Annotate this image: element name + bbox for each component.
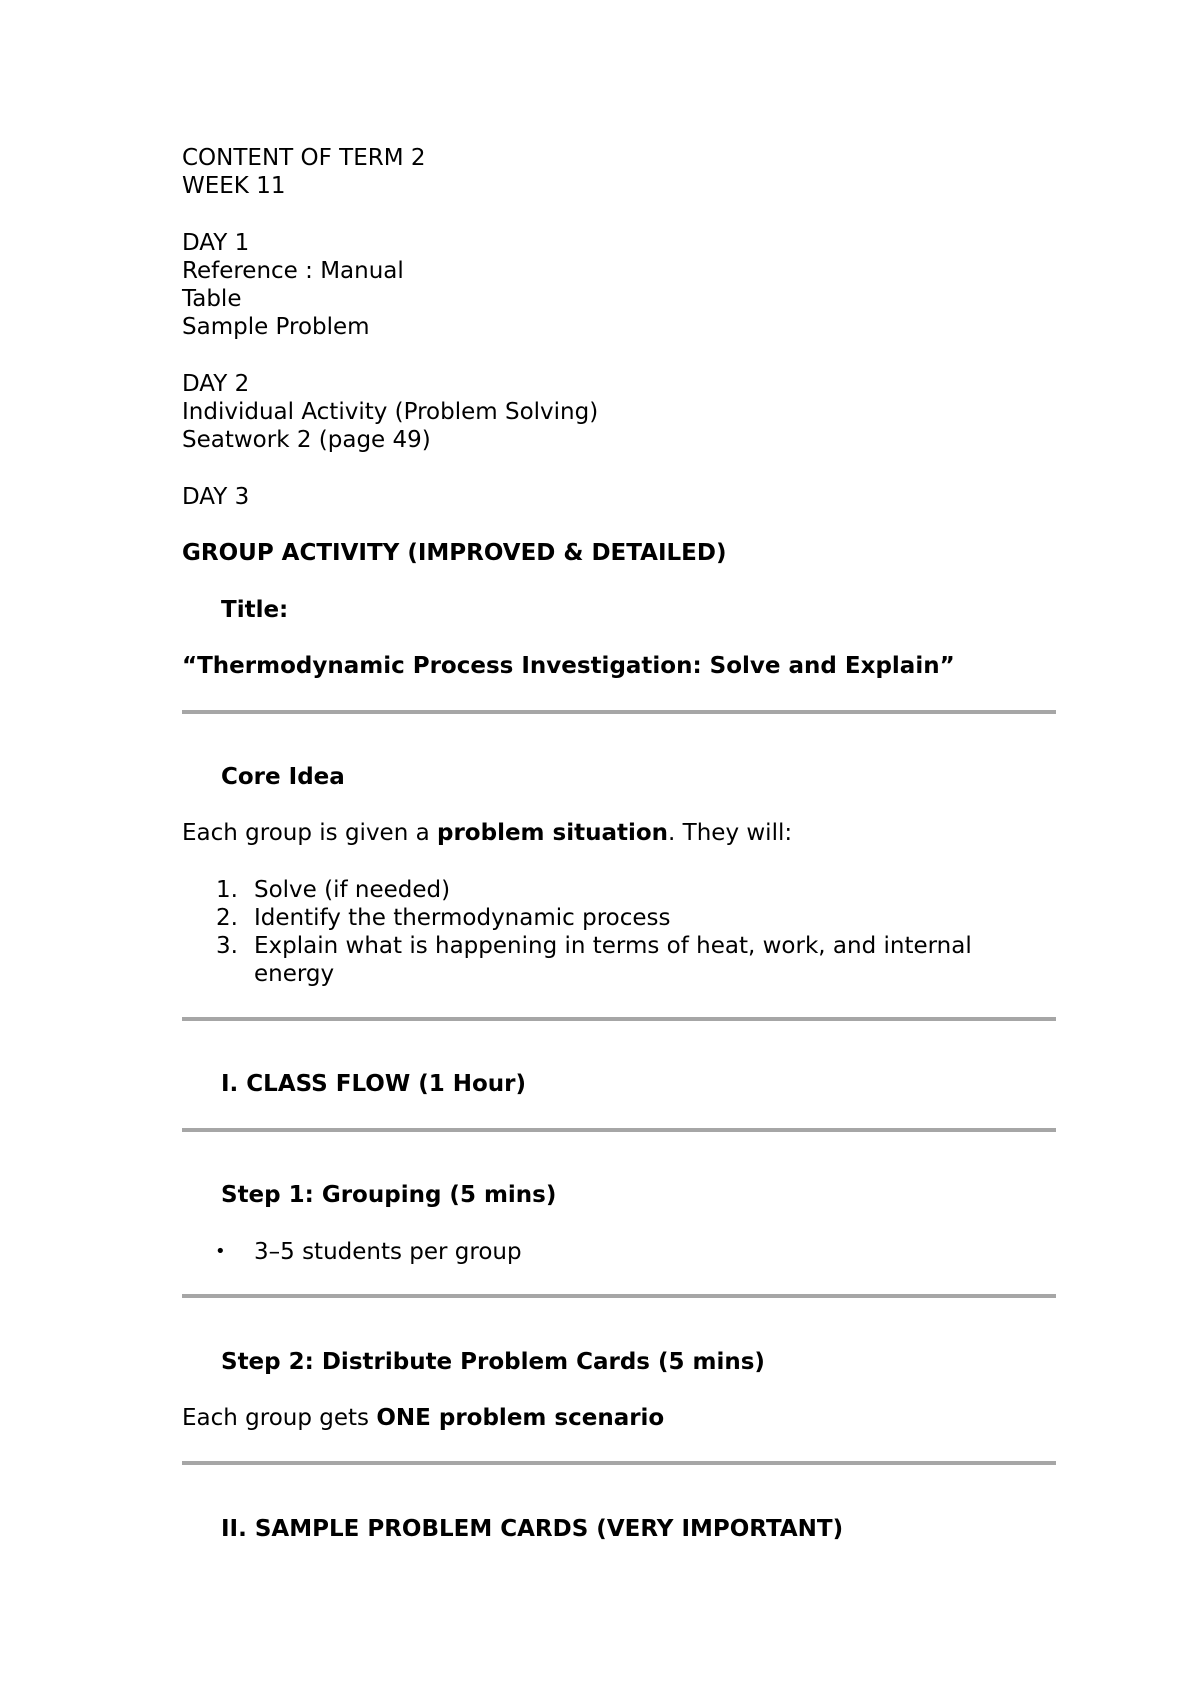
group-activity-heading: GROUP ACTIVITY (IMPROVED & DETAILED) bbox=[182, 540, 727, 566]
core-idea-heading: Core Idea bbox=[221, 764, 345, 790]
list-number: 2. bbox=[216, 905, 238, 931]
sample-cards-heading: II. SAMPLE PROBLEM CARDS (VERY IMPORTANT) bbox=[221, 1516, 844, 1542]
bullet-icon: • bbox=[215, 1241, 226, 1262]
list-item: Explain what is happening in terms of heat, work, and internal bbox=[254, 933, 972, 959]
core-idea-intro: Each group is given a problem situation. They will: bbox=[182, 820, 793, 846]
class-flow-heading: I. CLASS FLOW (1 Hour) bbox=[221, 1071, 527, 1097]
day2-item: Seatwork 2 (page 49) bbox=[182, 427, 431, 453]
horizontal-rule bbox=[182, 710, 1056, 714]
step1-heading: Step 1: Grouping (5 mins) bbox=[221, 1182, 557, 1208]
header-week: WEEK 11 bbox=[182, 173, 286, 199]
header-term: CONTENT OF TERM 2 bbox=[182, 145, 426, 171]
activity-title: “Thermodynamic Process Investigation: Solve and Explain” bbox=[182, 653, 955, 679]
list-item-continuation: energy bbox=[254, 961, 335, 987]
step2-heading: Step 2: Distribute Problem Cards (5 mins) bbox=[221, 1349, 765, 1375]
list-number: 1. bbox=[216, 877, 238, 903]
day1-title: DAY 1 bbox=[182, 230, 250, 256]
day1-item: Reference : Manual bbox=[182, 258, 404, 284]
step1-bullet-text: 3–5 students per group bbox=[254, 1239, 522, 1265]
day2-title: DAY 2 bbox=[182, 371, 250, 397]
list-item: Identify the thermodynamic process bbox=[254, 905, 671, 931]
horizontal-rule bbox=[182, 1461, 1056, 1465]
day2-item: Individual Activity (Problem Solving) bbox=[182, 399, 599, 425]
day1-item: Sample Problem bbox=[182, 314, 370, 340]
horizontal-rule bbox=[182, 1017, 1056, 1021]
list-item: Solve (if needed) bbox=[254, 877, 451, 903]
day1-item: Table bbox=[182, 286, 242, 312]
title-label: Title: bbox=[221, 597, 289, 623]
horizontal-rule bbox=[182, 1128, 1056, 1132]
horizontal-rule bbox=[182, 1294, 1056, 1298]
day3-title: DAY 3 bbox=[182, 484, 250, 510]
step2-text: Each group gets ONE problem scenario bbox=[182, 1405, 665, 1431]
list-number: 3. bbox=[216, 933, 238, 959]
